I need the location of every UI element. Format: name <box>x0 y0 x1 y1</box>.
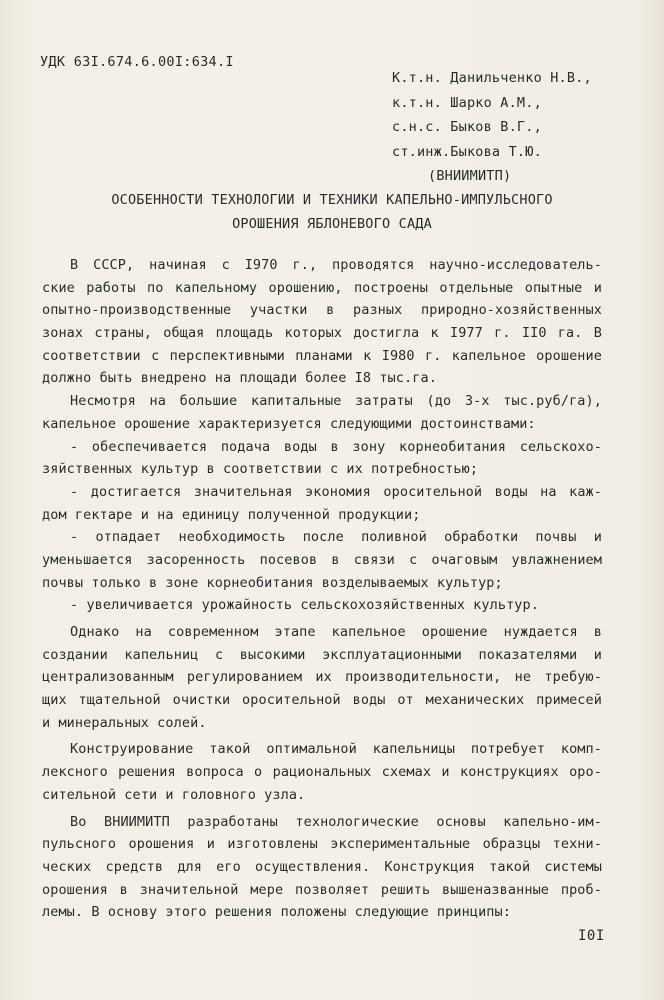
body-line: соответствии с перспективными планами к I980 г. капельное орошение <box>42 347 602 364</box>
author-2: к.т.н. Шарко А.М., <box>392 94 542 111</box>
body-line: Конструирование такой оптимальной капельницы потребует комп- <box>70 741 602 758</box>
body-line: лексного решения вопроса о рациональных схемах и конструкциях оро- <box>42 764 602 781</box>
body-line: зяйственных культур в соответствии с их потребностью; <box>42 461 479 478</box>
author-4: ст.инж.Быкова Т.Ю. <box>392 143 542 160</box>
body-line: капельное орошение характеризуется следующими достоинствами: <box>42 415 536 432</box>
body-line: - увеличивается урожайность сельскохозяйственных культур. <box>70 597 539 614</box>
body-line: Несмотря на большие капитальные затраты (до 3-х тыс.руб/га), <box>70 393 602 410</box>
title-line-2: ОРОШЕНИЯ ЯБЛОНЕВОГО САДА <box>232 216 432 232</box>
body-line: создании капельниц с высокими эксплуатационными показателями и <box>42 646 602 663</box>
body-line: Однако на современном этапе капельное орошение нуждается в <box>70 624 602 640</box>
body-line: Во ВНИИМИТП разработаны технологические основы капельно-им- <box>70 813 602 830</box>
body-line: централизованным регулированием их производительности, не требую- <box>42 669 602 686</box>
body-line: лемы. В основу этого решения положены следующие принципы: <box>42 904 511 921</box>
body-text <box>42 254 602 924</box>
body-line: ческих средств для его осуществления. Конструкция такой системы <box>42 858 602 875</box>
author-3: с.н.с. Быков В.Г., <box>392 119 542 135</box>
body-line: опытно-производственные участки в разных природно-хозяйственных <box>42 302 602 319</box>
page-number: I0I <box>578 928 605 944</box>
document-title <box>0 188 664 236</box>
body-line: должно быть внедрено на площади более I8 тыс.га. <box>42 370 437 387</box>
author-1: К.т.н. Данильченко Н.В., <box>392 70 592 86</box>
institution: (ВНИИМИТП) <box>428 168 512 184</box>
body-line: зонах страны, общая площадь которых достигла к I977 г. II0 га. В <box>42 325 602 342</box>
body-line: сительной сети и головного узла. <box>42 786 306 803</box>
body-line: и минеральных солей. <box>42 714 207 731</box>
body-line: ские работы по капельному орошению, построены отдельные опытные и <box>42 279 602 296</box>
body-line: - обеспечивается подача воды в зону корнеобитания сельскохо- <box>70 438 602 455</box>
body-line: щих тщательной очистки оросительной воды от механических примесей <box>42 692 602 709</box>
body-line: - отпадает необходимость после поливной обработки почвы и <box>70 529 602 546</box>
body-line: орошения в значительной мере позволяет решить вышеназванные проб- <box>42 881 602 898</box>
body-line: уменьшается засоренность посевов в связи с очаговым увлажнением <box>42 551 602 568</box>
body-line: почвы только в зоне корнеобитания возделываемых культур; <box>42 574 503 591</box>
authors-block <box>392 66 592 189</box>
body-line: - достигается значительная экономия оросительной воды на каж- <box>70 483 602 500</box>
body-line: дом гектаре и на единицу полученной продукции; <box>42 506 421 523</box>
body-line: В СССР, начиная с I970 г., проводятся научно-исследователь- <box>70 257 602 273</box>
title-line-1: ОСОБЕННОСТИ ТЕХНОЛОГИИ И ТЕХНИКИ КАПЕЛЬНО-ИМПУЛЬСНОГО <box>111 192 553 208</box>
udk-code: УДК 63I.674.6.00I:634.I <box>40 54 234 70</box>
body-line: пульсного орошения и изготовлены экспериментальные образцы техни- <box>42 836 602 853</box>
